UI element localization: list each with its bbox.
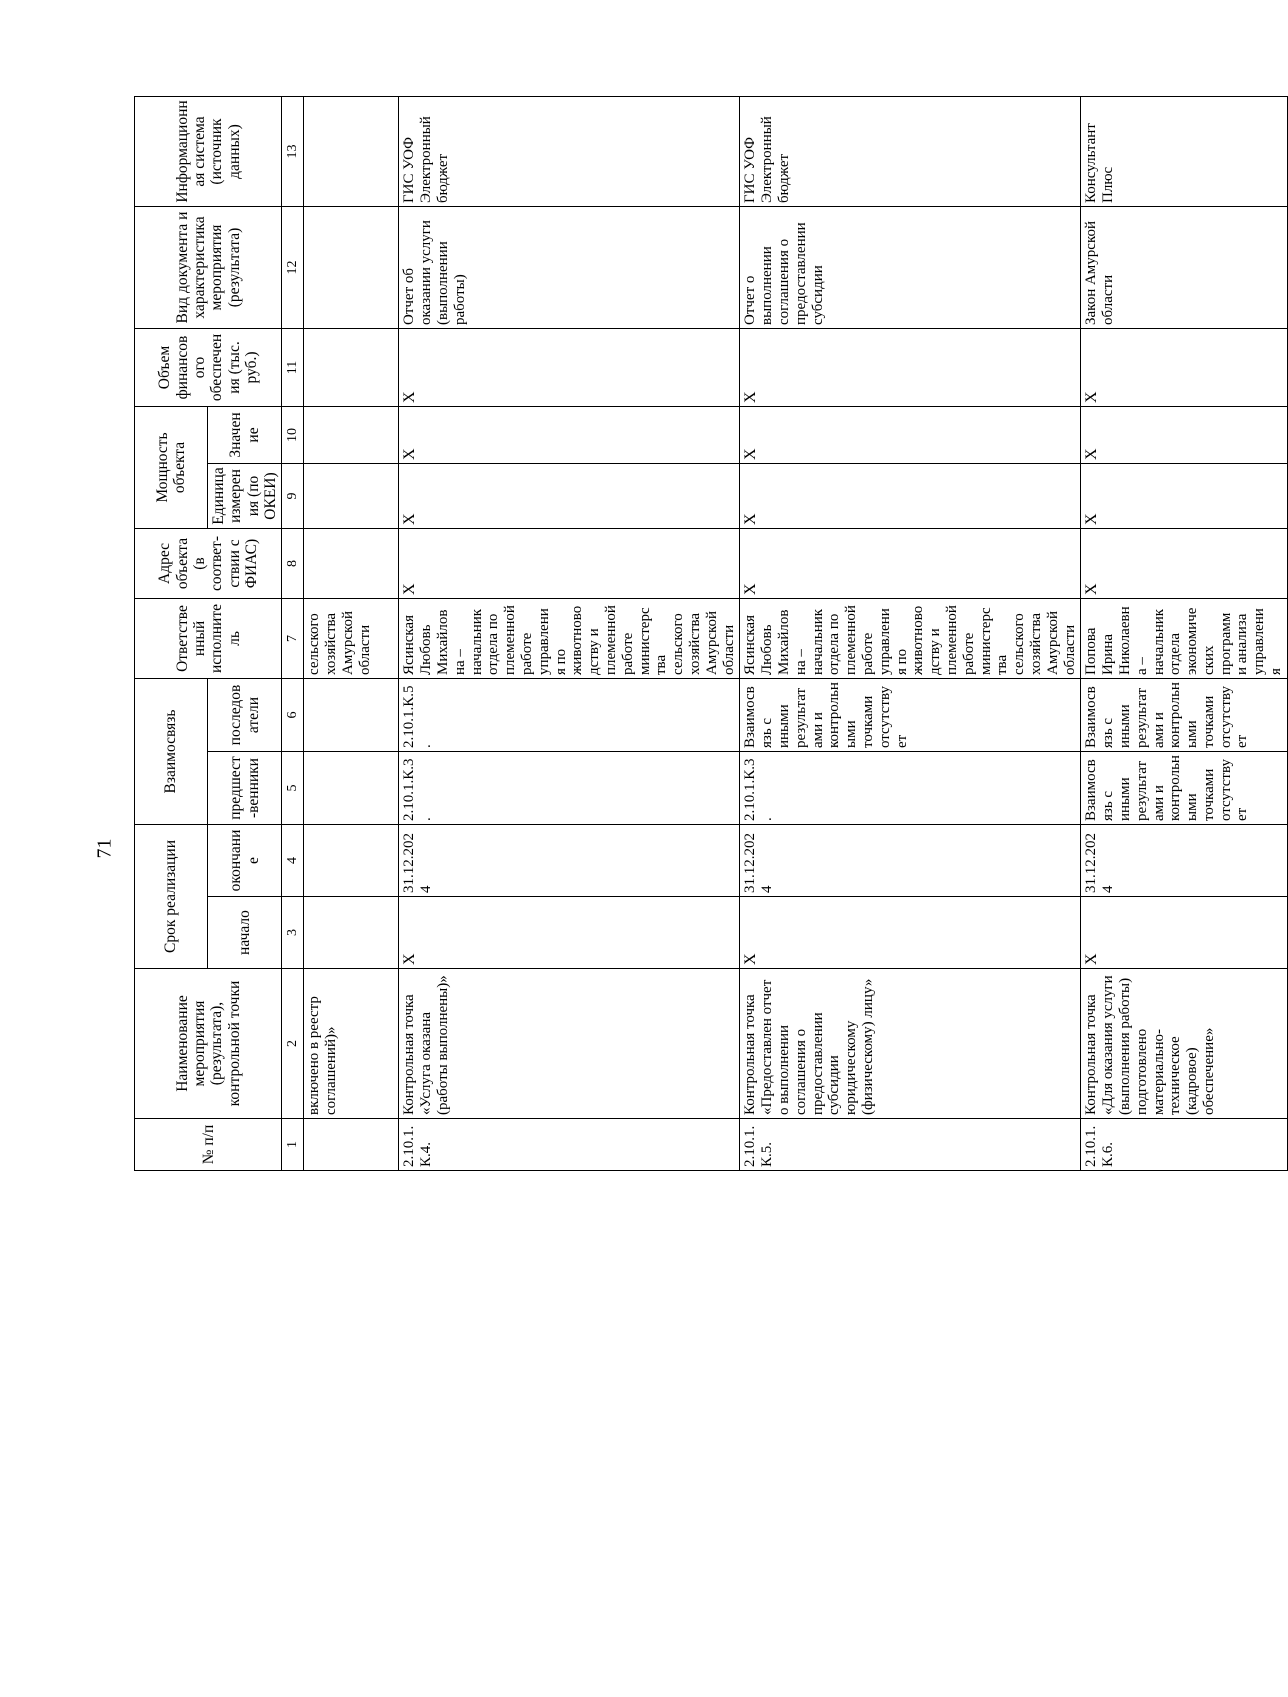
cell-num: 2.10.1.К.4. (399, 1119, 740, 1171)
cell-resp: Попова Ирина Николаевна – начальник отдела экономических программ и анализа управления (1081, 599, 1288, 679)
table-row (399, 97, 740, 1171)
column-number: 8 (282, 529, 304, 599)
header-num: № п/п (135, 1119, 282, 1171)
header-pred: предшест-венники (208, 752, 282, 825)
cell-name: Контрольная точка «Услуга оказана (работы выполнены)» (399, 969, 740, 1119)
cell-system: ГИС УОФ Электронный бюджет (399, 97, 740, 207)
cell-resp: Ясинская Любовь Михайловна – начальник отдела по племенной работе управления по животноводству и племенной работе министерства сельского хозяйства Амурской области (740, 599, 1081, 679)
cell-resp: сельского хозяйства Амурской области (304, 599, 399, 679)
cell-start (304, 897, 399, 969)
activities-table (134, 96, 1288, 1171)
cell-num: 2.10.1.К.6. (1081, 1119, 1288, 1171)
cell-end: 31.12.2024 (740, 825, 1081, 897)
header-resp: Ответственный исполнитель (135, 599, 282, 679)
header-link: Взаимосвязь (135, 679, 208, 825)
cell-pred (304, 752, 399, 825)
cell-end: 31.12.2024 (399, 825, 740, 897)
cell-unit: X (399, 464, 740, 529)
column-number: 1 (282, 1119, 304, 1171)
header-finance: Объем финансового обеспечения (тыс. руб.) (135, 329, 282, 407)
column-number: 5 (282, 752, 304, 825)
page-number: 71 (93, 838, 116, 859)
cell-unit: X (740, 464, 1081, 529)
cell-addr: X (1081, 529, 1288, 599)
header-doc: Вид документа и характеристика мероприятия (результата) (135, 207, 282, 329)
cell-finance: X (1081, 329, 1288, 407)
cell-addr: X (399, 529, 740, 599)
cell-name: включено в реестр соглашений)» (304, 969, 399, 1119)
cell-addr (304, 529, 399, 599)
cell-num: 2.10.1.К.5. (740, 1119, 1081, 1171)
rotated-page-content (134, 96, 1285, 1171)
header-system: Информационная система (источник данных) (135, 97, 282, 207)
column-number: 6 (282, 679, 304, 752)
cell-name: Контрольная точка «Для оказания услуги (выполнения работы) подготовлено материально-техническое (кадровое) обеспечение» (1081, 969, 1288, 1119)
cell-finance: X (740, 329, 1081, 407)
column-number: 11 (282, 329, 304, 407)
cell-num (304, 1119, 399, 1171)
column-number: 12 (282, 207, 304, 329)
cell-doc: Отчет об оказании услуги (выполнении работы) (399, 207, 740, 329)
header-end: окончание (208, 825, 282, 897)
table-header-row (135, 97, 208, 1171)
cell-finance (304, 329, 399, 407)
cell-addr: X (740, 529, 1081, 599)
cell-succ: 2.10.1.К.5. (399, 679, 740, 752)
header-value: Значение (208, 407, 282, 464)
cell-unit: X (1081, 464, 1288, 529)
cell-system (304, 97, 399, 207)
column-number: 13 (282, 97, 304, 207)
column-number: 2 (282, 969, 304, 1119)
cell-doc: Закон Амурской области (1081, 207, 1288, 329)
cell-unit (304, 464, 399, 529)
cell-system: ГИС УОФ Электронный бюджет (740, 97, 1081, 207)
cell-name: Контрольная точка «Предоставлен отчет о выполнении соглашения о предоставлении субсидии юридическому (физическому) лицу» (740, 969, 1081, 1119)
cell-start: X (1081, 897, 1288, 969)
cell-value: X (1081, 407, 1288, 464)
cell-end (304, 825, 399, 897)
cell-start: X (399, 897, 740, 969)
table-row (740, 97, 1081, 1171)
cell-start: X (740, 897, 1081, 969)
table-row (304, 97, 399, 1171)
cell-system: Консультант Плюс (1081, 97, 1288, 207)
header-succ: последователи (208, 679, 282, 752)
cell-succ (304, 679, 399, 752)
column-numbers-row (282, 97, 304, 1171)
header-power: Мощность объекта (135, 407, 208, 529)
cell-pred: 2.10.1.К.3. (740, 752, 1081, 825)
cell-value (304, 407, 399, 464)
cell-value: X (740, 407, 1081, 464)
cell-finance: X (399, 329, 740, 407)
cell-doc: Отчет о выполнении соглашения о предоставлении субсидии (740, 207, 1081, 329)
cell-doc (304, 207, 399, 329)
table-row (1081, 97, 1288, 1171)
column-number: 3 (282, 897, 304, 969)
cell-resp: Ясинская Любовь Михайловна – начальник отдела по племенной работе управления по животноводству и племенной работе министерства сельского хозяйства Амурской области (399, 599, 740, 679)
cell-pred: Взаимосвязь с иными результатами и контрольными точками отсутствует (1081, 752, 1288, 825)
cell-pred: 2.10.1.К.3. (399, 752, 740, 825)
cell-value: X (399, 407, 740, 464)
cell-succ: Взаимосвязь с иными результатами и контрольными точками отсутствует (1081, 679, 1288, 752)
header-term: Срок реализации (135, 825, 208, 969)
column-number: 10 (282, 407, 304, 464)
cell-end: 31.12.2024 (1081, 825, 1288, 897)
header-name: Наименование мероприятия (результата), контрольной точки (135, 969, 282, 1119)
column-number: 4 (282, 825, 304, 897)
column-number: 7 (282, 599, 304, 679)
column-number: 9 (282, 464, 304, 529)
cell-succ: Взаимосвязь с иными результатами и контрольными точками отсутствует (740, 679, 1081, 752)
header-addr: Адрес объекта (в соответ-ствии с ФИАС) (135, 529, 282, 599)
header-unit: Единица измерения (по ОКЕИ) (208, 464, 282, 529)
header-start: начало (208, 897, 282, 969)
